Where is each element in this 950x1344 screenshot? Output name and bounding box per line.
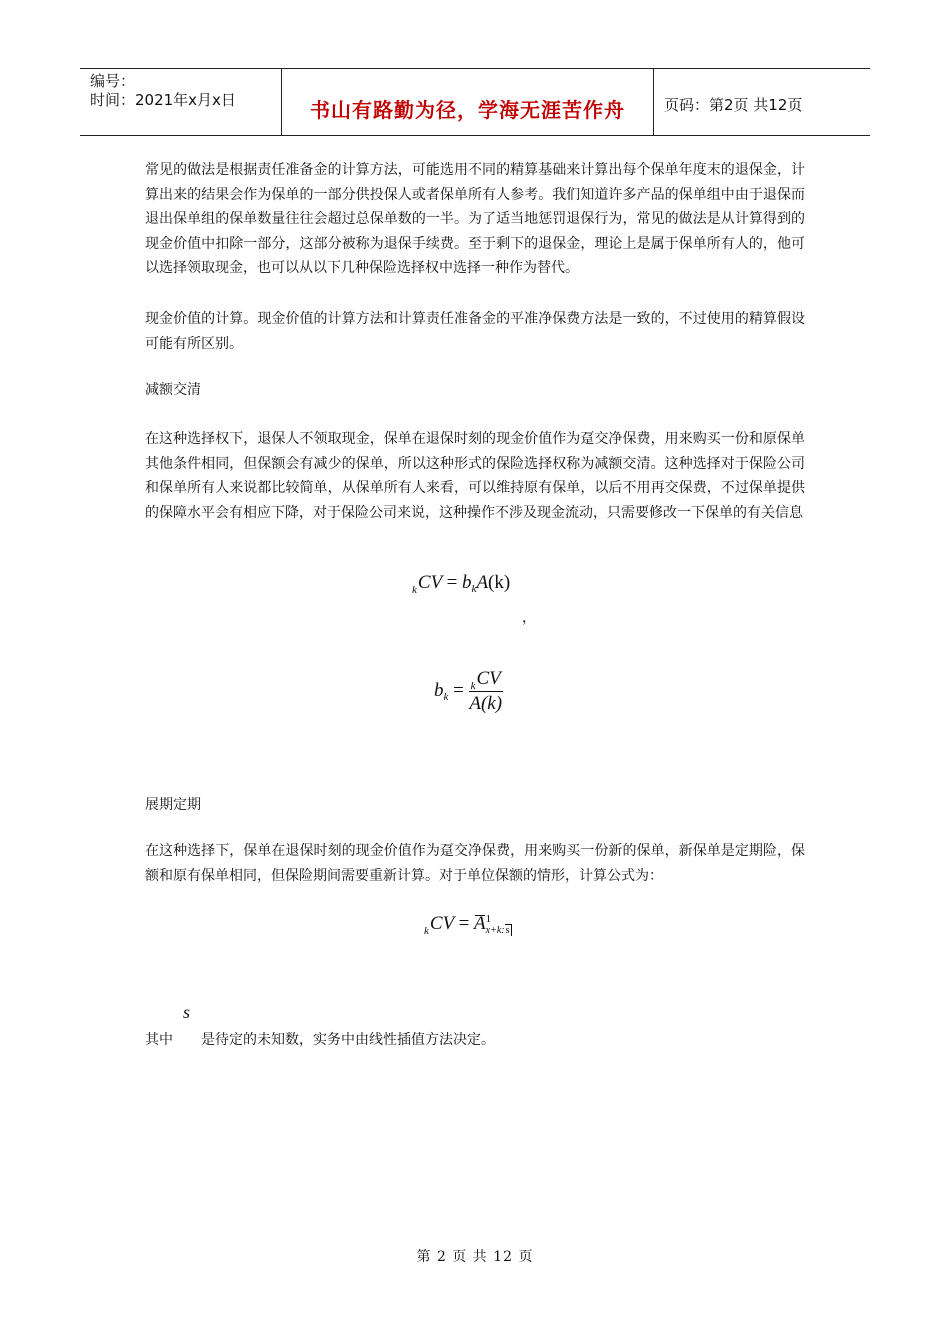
formula-equals: = (446, 572, 458, 593)
heading-extended-term: 展期定期 (145, 797, 201, 813)
formula-fraction (469, 668, 503, 715)
page-footer: 第 2 页 共 12 页 (416, 1249, 534, 1265)
formula-bk-ratio (434, 668, 503, 715)
formula-arg: (k) (488, 572, 511, 593)
variable-s: s (183, 1002, 191, 1022)
paragraph-where-s: 其中 是待定的未知数，实务中由线性插值方法决定。 (145, 1032, 495, 1048)
formula-cash-value-term (424, 913, 512, 936)
paragraph-reduced-paid-up: 在这种选择权下，退保人不领取现金，保单在退保时刻的现金价值作为趸交净保费，用来购买一份和原保单其他条件相同，但保额会有减少的保单，所以这种形式的保险选择权称为减额交清。这种选择对于保险公司和保单所有人来说都比较简单，从保单所有人来看，可以维持原有保单，以后不用再交保费，不过保单提供的保障水平会有相应下降，对于保险公司来说，这种操作不涉及现金流动，只需要修改一下保单的有关信息 (145, 431, 805, 521)
formula-numerator (469, 668, 503, 692)
formula-prefix-subscript: k (412, 584, 417, 596)
formula-angle-subscript: s (505, 924, 510, 936)
formula-superscript: 1 (485, 912, 492, 925)
paragraph-extended-term: 在这种选择下，保单在退保时刻的现金价值作为趸交净保费，用来购买一份新的保单，新保单是定期险，保额和原有保单相同，但保险期间需要重新计算。对于单位保额的情形，计算公式为： (145, 843, 805, 884)
paragraph-cash-value: 现金价值的计算。现金价值的计算方法和计算责任准备金的平准净保费方法是一致的，不过使用的精算假设可能有所区别。 (145, 311, 805, 352)
document-number-label: 编号： (90, 72, 136, 90)
heading-reduced-paid-up: 减额交清 (145, 382, 201, 398)
paragraph-surrender-value: 常见的做法是根据责任准备金的计算方法，可能选用不同的精算基础来计算出每个保单年度末的退保金，计算出来的结果会作为保单的一部分供投保人或者保单所有人参考。我们知道许多产品的保单组中由于退保而退出保单组的保单数量往往会超过总保单数的一半。为了适当地惩罚退保行为，常见的做法是从计算得到的现金价值中扣除一部分，这部分被称为退保手续费。至于剩下的退保金，理论上是属于保单所有人的，他可以选择领取现金，也可以从以下几种保险选择权中选择一种作为替代。 (145, 162, 805, 276)
formula-b-subscript: k (443, 690, 449, 703)
header-page-info: 页码：第2页 共12页 (664, 96, 803, 114)
formula-cash-value-reduced (412, 572, 510, 595)
formula-b: b (434, 679, 444, 701)
formula-denominator: A(k) (469, 693, 503, 714)
formula-equals: = (458, 913, 470, 934)
formula-lhs: CV (429, 913, 454, 934)
formula-b: b (462, 572, 472, 593)
document-date-label: 时间：2021年x月x日 (90, 91, 236, 109)
formula-a-bar: A (474, 913, 486, 934)
formula-b-subscript: k (471, 583, 477, 595)
numerator-prefix-subscript: k (470, 680, 476, 692)
formula-subscript: x+k: (485, 924, 505, 936)
header-meta (80, 69, 281, 135)
header-motto: 书山有路勤为径，学海无涯苦作舟 (281, 69, 654, 135)
formula-separator-comma: ， (522, 610, 536, 626)
formula-prefix-subscript: k (424, 925, 429, 937)
page-header (80, 68, 870, 136)
formula-equals: = (453, 679, 464, 701)
numerator-text: CV (476, 668, 501, 689)
formula-a: A (476, 572, 489, 593)
formula-lhs: CV (417, 572, 442, 593)
